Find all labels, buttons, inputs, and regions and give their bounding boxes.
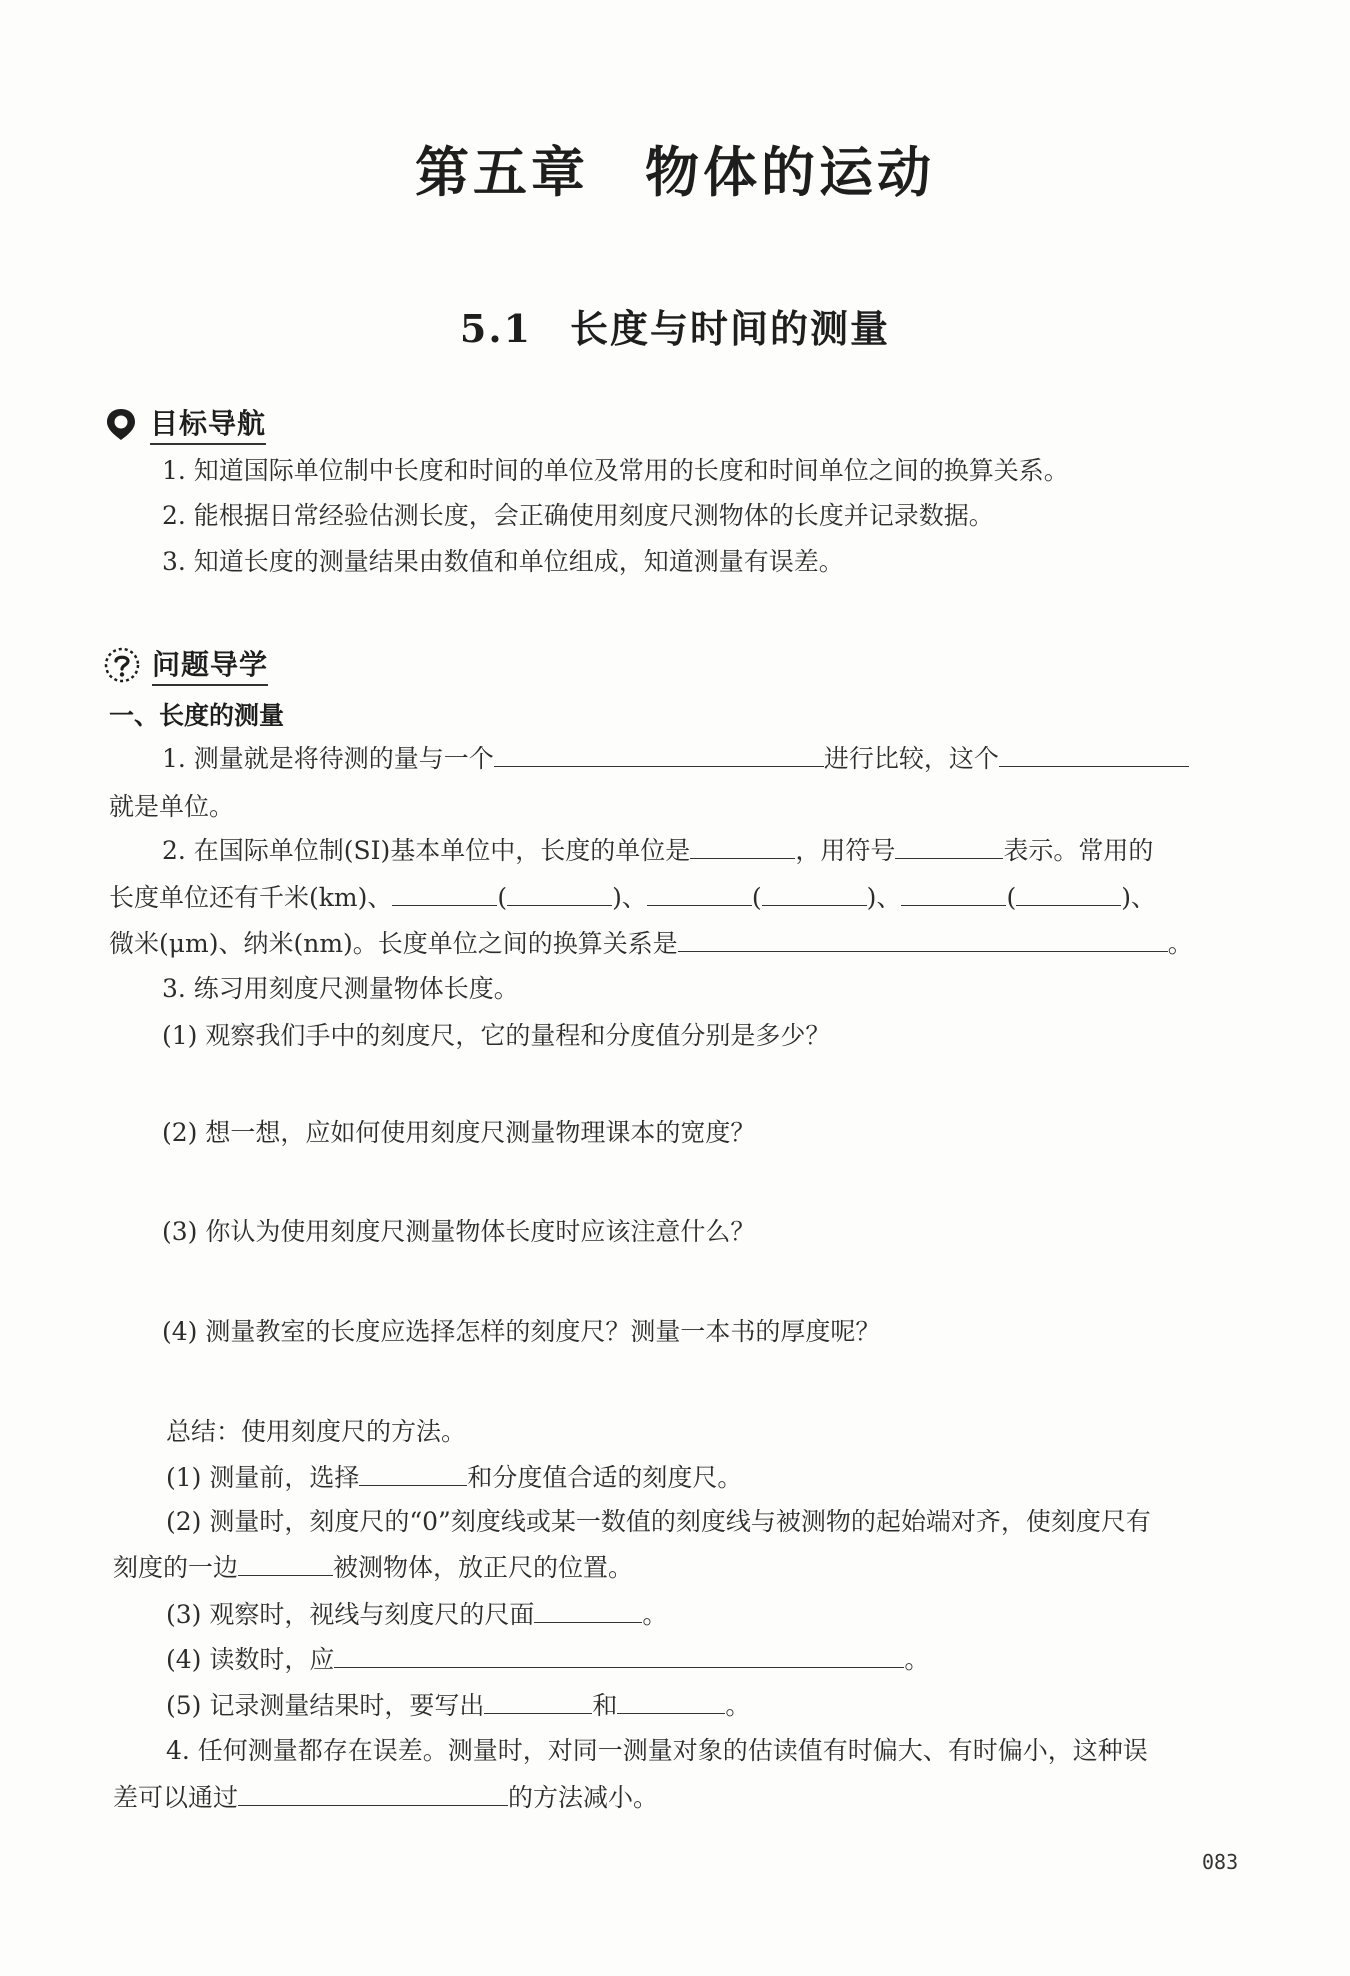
paren-open: (	[751, 883, 762, 912]
q2-text-b: ，用符号	[795, 836, 896, 865]
answer-blank[interactable]	[494, 742, 824, 767]
summary-5-text-b: 和	[592, 1691, 618, 1720]
q4-line1: 4. 任何测量都存在误差。测量时，对同一测量对象的估读值有时偏大、有时偏小，这种误	[166, 1736, 1148, 1765]
section-name: 长度与时间的测量	[570, 306, 891, 351]
answer-blank[interactable]	[901, 881, 1006, 906]
answer-blank[interactable]	[678, 927, 1168, 952]
paren-close: )、	[866, 883, 902, 912]
summary-4-text-a: (4) 读数时，应	[166, 1645, 335, 1674]
questions-heading-label: 问题导学	[152, 643, 268, 686]
section-number: 5.1	[459, 306, 533, 351]
q2-end: 。	[1167, 929, 1193, 958]
summary-2-text-c: 被测物体，放正尺的位置。	[333, 1553, 634, 1582]
q4-text-b: 差可以通过	[113, 1783, 239, 1812]
paren-close: )、	[612, 883, 647, 912]
answer-blank[interactable]	[238, 1781, 508, 1806]
chapter-title	[0, 130, 1350, 207]
answer-blank[interactable]	[690, 834, 795, 859]
q2-text-a: 2. 在国际单位制(SI)基本单位中，长度的单位是	[162, 836, 691, 865]
answer-blank[interactable]	[999, 742, 1189, 767]
summary-1-text-b: 和分度值合适的刻度尺。	[467, 1463, 743, 1492]
goal-item-3: 3. 知道长度的测量结果由数值和单位组成，知道测量有误差。	[162, 547, 844, 576]
part1-title: 一、长度的测量	[109, 701, 285, 730]
q3-sub-3: (3) 你认为使用刻度尺测量物体长度时应该注意什么？	[162, 1217, 756, 1246]
q2-line3	[109, 927, 1193, 961]
goals-heading	[104, 402, 266, 445]
summary-item-5	[166, 1689, 750, 1723]
q2-text-d: 长度单位还有千米(km)、	[109, 883, 393, 912]
summary-item-1	[166, 1461, 742, 1495]
q2-line1	[162, 834, 1153, 868]
summary-5-text-a: (5) 记录测量结果时，要写出	[166, 1691, 485, 1720]
q2-text-e: 微米(μm)、纳米(nm)。长度单位之间的换算关系是	[109, 929, 678, 958]
answer-blank[interactable]	[895, 834, 1003, 859]
q3-sub-2: (2) 想一想，应如何使用刻度尺测量物理课本的宽度？	[162, 1118, 756, 1147]
summary-5-text-c: 。	[725, 1691, 751, 1720]
answer-blank[interactable]	[334, 1643, 904, 1668]
summary-item-3	[166, 1598, 667, 1632]
questions-heading	[104, 643, 268, 686]
location-pin-icon	[104, 407, 138, 441]
question-mark-icon	[104, 647, 140, 683]
q3-intro: 3. 练习用刻度尺测量物体长度。	[162, 974, 519, 1003]
summary-item-4	[166, 1643, 929, 1677]
goal-item-2: 2. 能根据日常经验估测长度，会正确使用刻度尺测物体的长度并记录数据。	[162, 501, 994, 530]
summary-2-text-b: 刻度的一边	[113, 1553, 239, 1582]
q2-line2	[109, 881, 1156, 915]
answer-blank[interactable]	[762, 881, 867, 906]
q1-text-a: 1. 测量就是将待测的量与一个	[162, 744, 494, 773]
answer-blank[interactable]	[359, 1461, 467, 1486]
summary-1-text-a: (1) 测量前，选择	[166, 1463, 360, 1492]
q1-line2: 就是单位。	[109, 792, 235, 821]
answer-blank[interactable]	[484, 1689, 592, 1714]
paren-close: )、	[1121, 883, 1156, 912]
summary-4-text-b: 。	[904, 1645, 930, 1674]
chapter-number: 第五章	[415, 141, 589, 204]
answer-blank[interactable]	[647, 881, 752, 906]
goals-heading-label: 目标导航	[150, 402, 266, 445]
paren-open: (	[1006, 883, 1017, 912]
answer-blank[interactable]	[617, 1689, 725, 1714]
q4-text-c: 的方法减小。	[508, 1783, 659, 1812]
answer-blank[interactable]	[1016, 881, 1121, 906]
q2-text-c: 表示。常用的	[1003, 836, 1154, 865]
summary-item-2-line2	[113, 1551, 633, 1585]
answer-blank[interactable]	[392, 881, 497, 906]
q1-text-b: 进行比较，这个	[823, 744, 999, 773]
page-number: 083	[1202, 1850, 1239, 1874]
summary-item-2-line1: (2) 测量时，刻度尺的“0”刻度线或某一数值的刻度线与被测物的起始端对齐，使刻度尺有	[166, 1507, 1151, 1536]
q1-line1	[162, 742, 1189, 776]
summary-3-text-a: (3) 观察时，视线与刻度尺的尺面	[166, 1600, 535, 1629]
q4-line2	[113, 1781, 658, 1815]
answer-blank[interactable]	[507, 881, 612, 906]
summary-3-text-b: 。	[642, 1600, 668, 1629]
paren-open: (	[497, 883, 508, 912]
section-title	[0, 298, 1350, 353]
answer-blank[interactable]	[534, 1598, 642, 1623]
q3-sub-1: (1) 观察我们手中的刻度尺，它的量程和分度值分别是多少？	[162, 1021, 831, 1050]
goal-item-1: 1. 知道国际单位制中长度和时间的单位及常用的长度和时间单位之间的换算关系。	[162, 456, 1069, 485]
chapter-name: 物体的运动	[645, 141, 935, 204]
summary-title: 总结：使用刻度尺的方法。	[166, 1417, 467, 1446]
q3-sub-4: (4) 测量教室的长度应选择怎样的刻度尺？测量一本书的厚度呢？	[162, 1317, 881, 1346]
answer-blank[interactable]	[238, 1551, 333, 1576]
